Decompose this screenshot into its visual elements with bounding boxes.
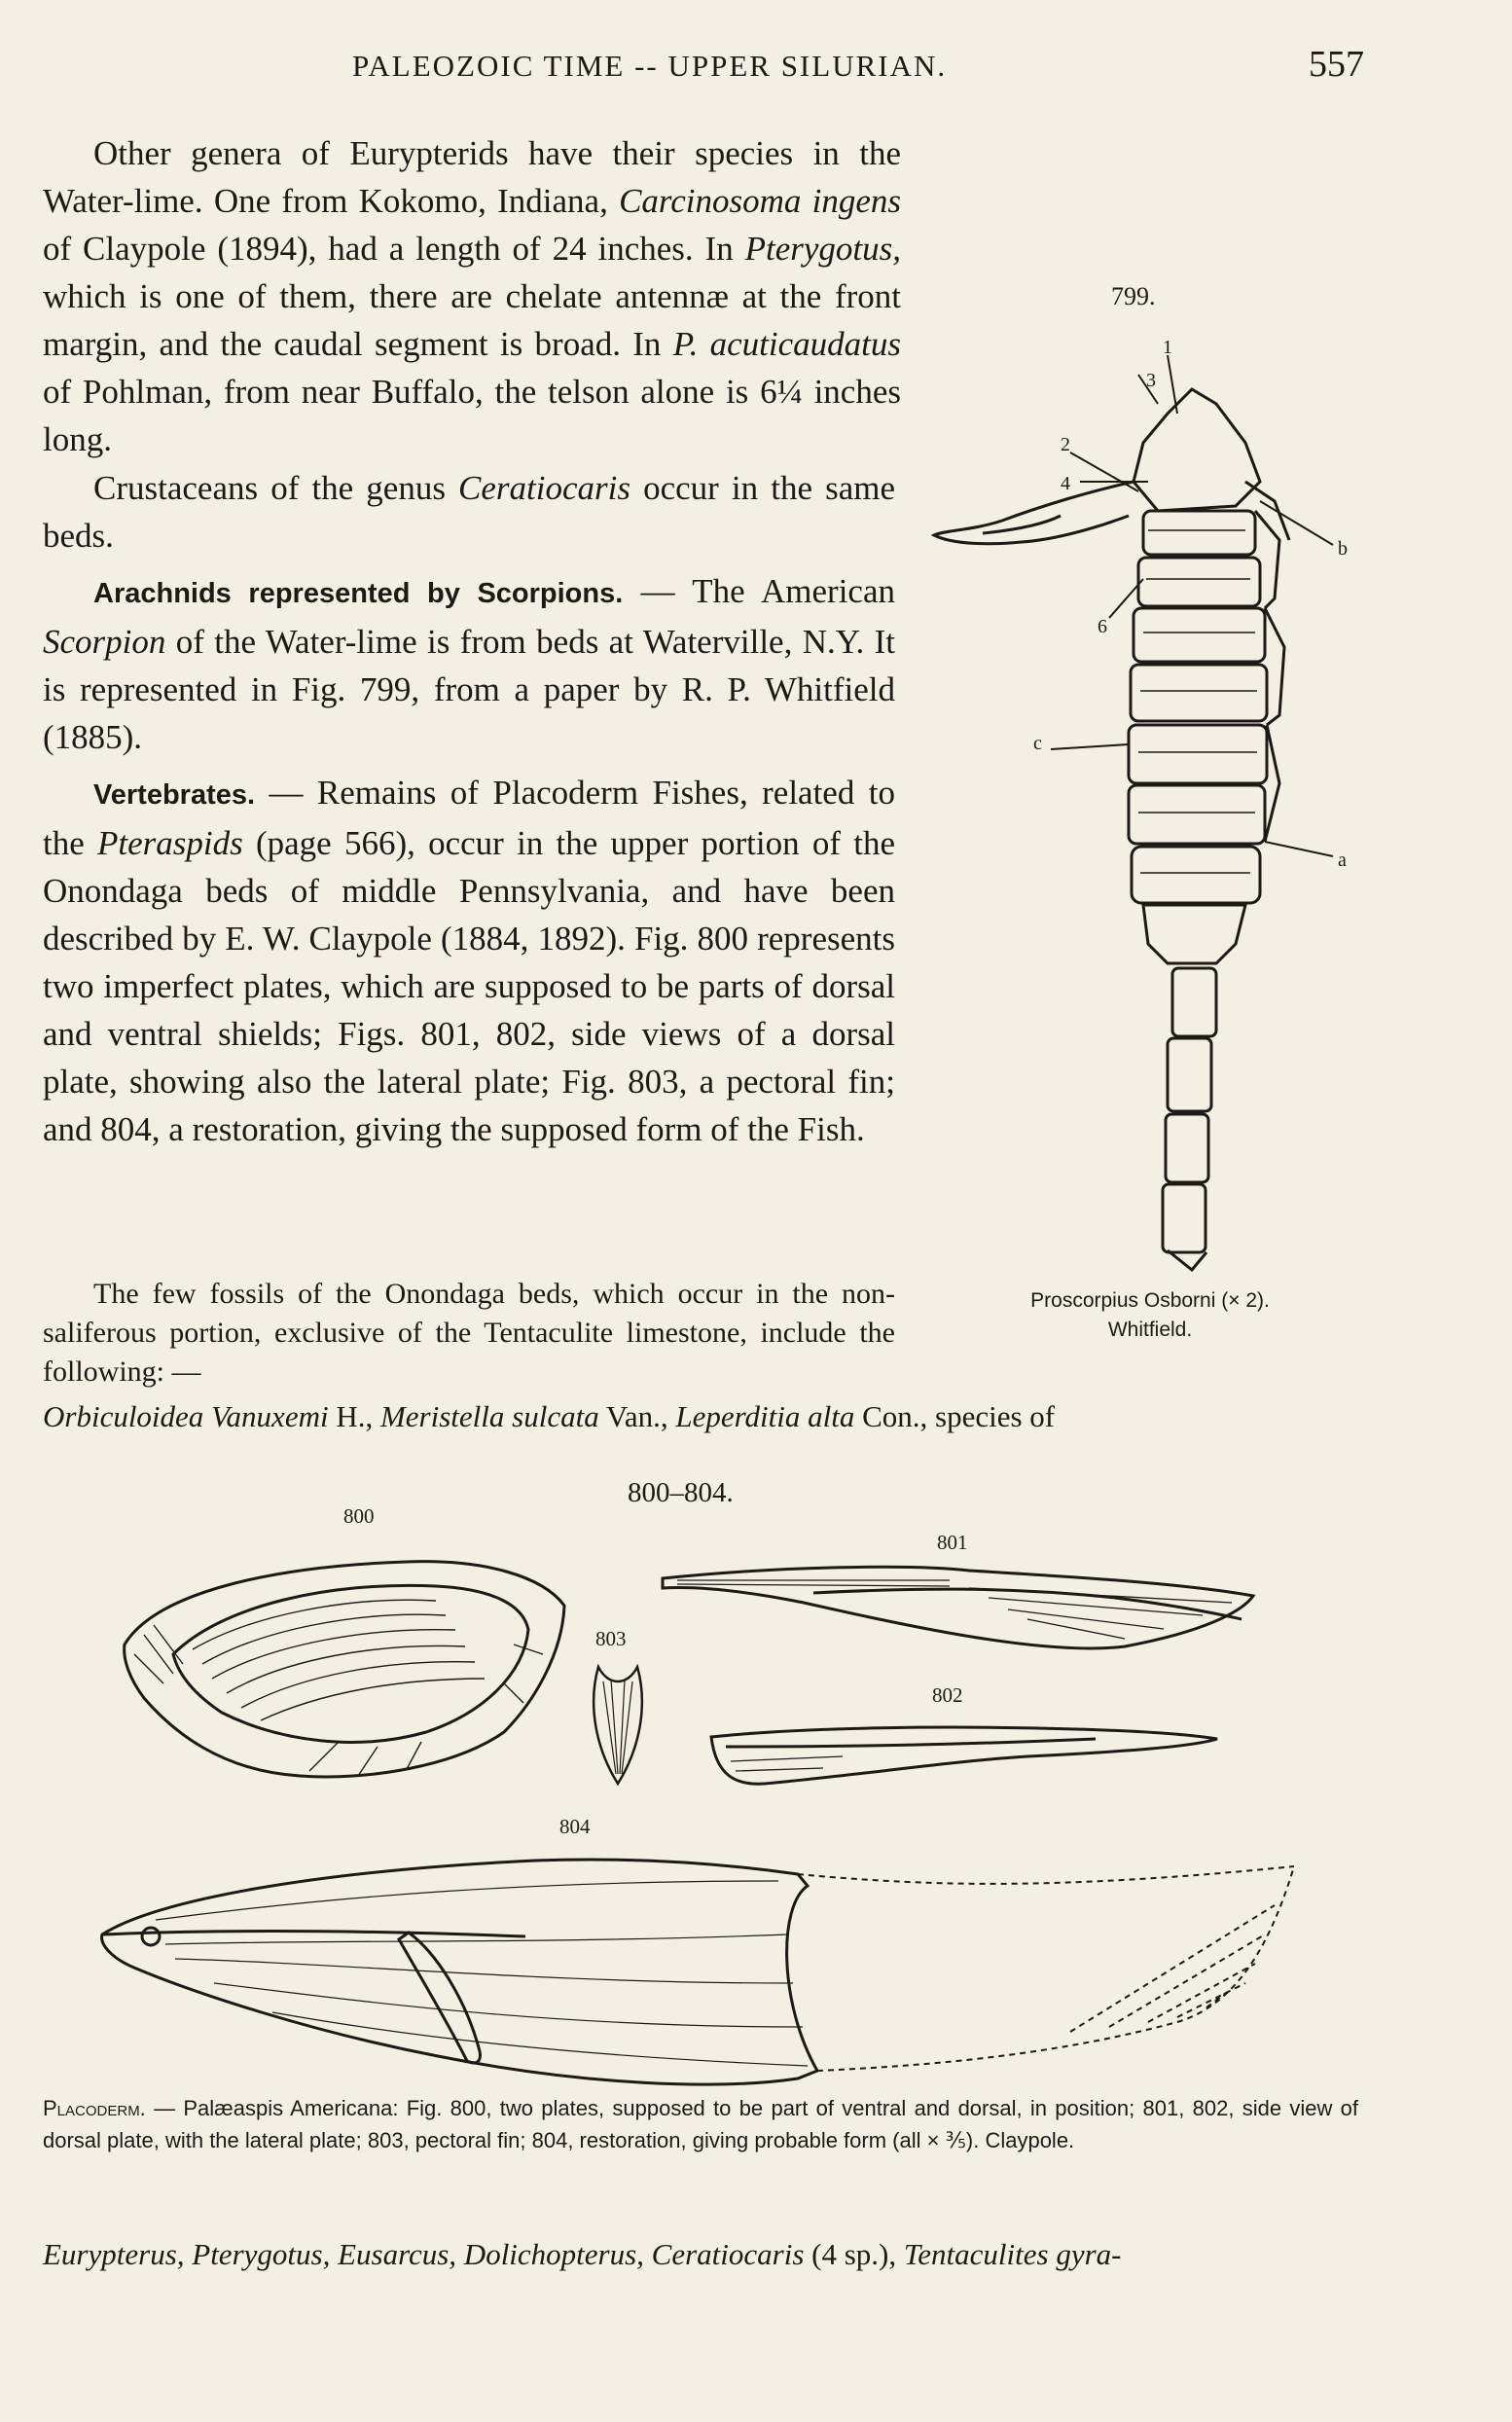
paragraph-crustaceans: Crustaceans of the genus Ceratiocaris occur in the same beds. (43, 469, 895, 555)
figure-802-side-plate (706, 1717, 1222, 1790)
paragraph-vertebrates: Vertebrates. — Remains of Placoderm Fishes, related to the Pteraspids (page 566), occur in the upper portion of the Onondaga beds of middle Pennsylvania, and have been described by E. W. Claypole (1884, 1892). Fig. 800 represents two imperfect plates, which are supposed to be parts of dorsal and ventral shields; Figs. 801, 802, side views of a dorsal plate, showing also the lateral plate; Fig. 803, a pectoral fin; and 804, a restoration, giving the supposed form of the Fish. (43, 774, 896, 1148)
running-head: PALEOZOIC TIME -- UPPER SILURIAN. (352, 49, 948, 83)
annotation-label: 2 (1061, 434, 1070, 455)
plate-caption-lead: Placoderm. (43, 2096, 146, 2120)
heading-arachnids: Arachnids represented by Scorpions. (93, 578, 624, 609)
figure-802-label: 802 (932, 1683, 963, 1707)
paragraph-species-list: Orbiculoidea Vanuxemi H., Meristella sulcata Van., Leperditia alta Con., species of (43, 1399, 1056, 1433)
annotation-label: c (1033, 733, 1042, 754)
annotation-label: 6 (1098, 616, 1107, 637)
annotation-label: a (1338, 850, 1347, 871)
bottom-species-line: Eurypterus, Pterygotus, Eusarcus, Dolichopterus, Ceratiocaris (4 sp.), Tentaculites gyra- (43, 2237, 1122, 2271)
figure-800-804-number: 800–804. (628, 1477, 734, 1508)
heading-vertebrates: Vertebrates. (93, 779, 256, 811)
figure-804-label: 804 (559, 1815, 591, 1838)
paragraph-onondaga-fossils: The few fossils of the Onondaga beds, which occur in the non-saliferous portion, exclusive of the Tentaculite limestone, include the following: — (43, 1278, 895, 1388)
figure-800-label: 800 (343, 1504, 375, 1528)
figure-803-label: 803 (595, 1627, 627, 1650)
annotation-label: b (1338, 538, 1348, 560)
page-number: 557 (1309, 44, 1364, 85)
annotation-label: 3 (1146, 370, 1156, 391)
figure-799-caption-line1: Proscorpius Osborni (× 2). (1030, 1289, 1270, 1312)
page-header (352, 43, 1364, 91)
figure-799-caption (985, 1286, 1315, 1345)
scorpion-illustration (924, 336, 1372, 1270)
figure-799-caption-line2: Whitfield. (1107, 1319, 1193, 1341)
figure-801-label: 801 (937, 1531, 968, 1554)
paragraph-eurypterids: Other genera of Eurypterids have their species in the Water-lime. One from Kokomo, Indiana, Carcinosoma ingens of Claypole (1894), had a length of 24 inches. In Pterygotus, which is one of them, there are chelate antennæ at the front margin, and the caudal segment is broad. In P. acuticaudatus of Pohlman, from near Buffalo, the telson alone is 6¼ inches long. (43, 129, 1358, 478)
plate-caption: Placoderm. — Palæaspis Americana: Fig. 800, two plates, supposed to be part of ventral and dorsal, in position; 801, 802, side view of dorsal plate, with the lateral plate; 803, pectoral fin; 804, restoration, giving probable form (all × ⅗). Claypole. (43, 2096, 1358, 2152)
annotation-label: 1 (1163, 337, 1172, 358)
figure-803-pectoral-fin (584, 1662, 652, 1789)
figure-800-plates (115, 1537, 572, 1790)
figure-801-side-plate (658, 1559, 1261, 1666)
figure-799-number: 799. (1111, 282, 1156, 310)
annotation-label: 4 (1061, 473, 1070, 494)
paragraph-arachnids: Arachnids represented by Scorpions. — The American Scorpion of the Water-lime is from beds at Waterville, N.Y. It is represented in Fig. 799, from a paper by R. P. Whitfield (1885). (43, 572, 895, 756)
